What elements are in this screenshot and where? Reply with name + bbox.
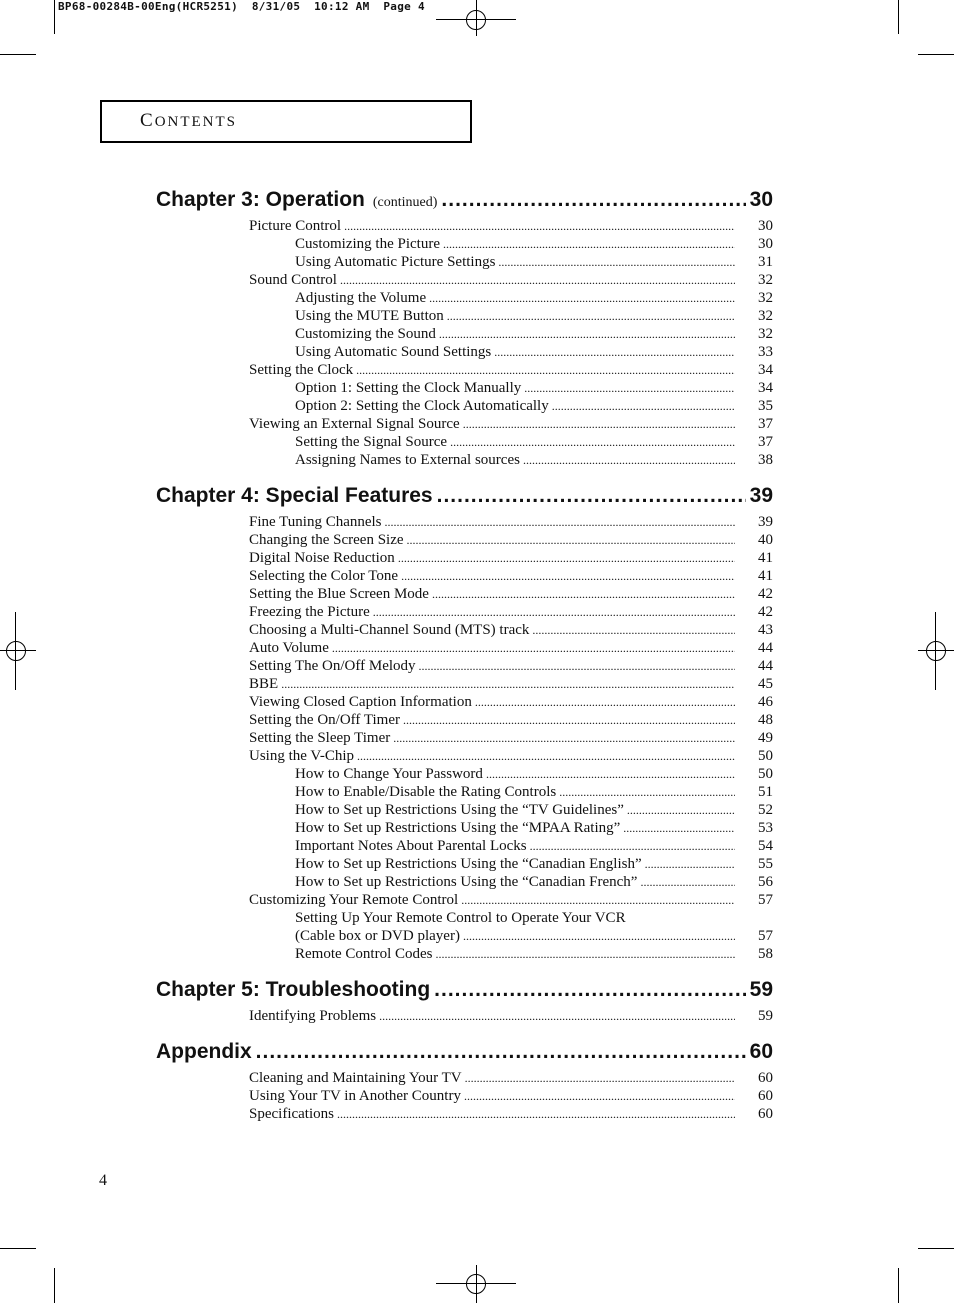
dot-leader xyxy=(437,481,746,511)
toc-entry[interactable] xyxy=(156,1105,773,1123)
toc-entry[interactable] xyxy=(156,513,773,531)
toc-entry[interactable] xyxy=(156,1087,773,1105)
toc-entry-title: Viewing an External Signal Source xyxy=(249,416,460,432)
toc-entry-title: Fine Tuning Channels xyxy=(249,514,382,530)
toc-entry-title: BBE xyxy=(249,676,279,692)
toc-entry-page-number: 34 xyxy=(758,380,773,396)
dot-leader xyxy=(447,307,735,325)
toc-entry[interactable] xyxy=(156,909,773,927)
dot-leader xyxy=(530,837,735,855)
toc-entry-title: Important Notes About Parental Locks xyxy=(295,838,527,854)
registration-line xyxy=(476,0,477,36)
toc-entry-title: How to Set up Restrictions Using the “MPAA Rating” xyxy=(295,820,621,836)
toc-entry-page-number: 37 xyxy=(758,434,773,450)
dot-leader xyxy=(281,675,735,693)
toc-entry-title: Cleaning and Maintaining Your TV xyxy=(249,1070,462,1086)
chapter-title: Chapter 5: Troubleshooting xyxy=(156,978,431,1001)
dot-leader xyxy=(523,451,735,469)
toc-entry-page-number: 31 xyxy=(758,254,773,270)
toc-entry[interactable] xyxy=(156,379,773,397)
toc-entry-title: Specifications xyxy=(249,1106,334,1122)
dot-leader xyxy=(640,873,735,891)
toc-entry[interactable] xyxy=(156,567,773,585)
toc-entry[interactable] xyxy=(156,271,773,289)
dot-leader xyxy=(429,289,735,307)
toc-entry[interactable] xyxy=(156,1069,773,1087)
toc-entry-page-number: 54 xyxy=(758,838,773,854)
crop-mark xyxy=(918,1248,954,1249)
toc-entry[interactable] xyxy=(156,235,773,253)
dot-leader xyxy=(464,1087,735,1105)
chapter-title: Appendix xyxy=(156,1040,252,1063)
toc-entry-page-number: 37 xyxy=(758,416,773,432)
toc-entry-page-number: 60 xyxy=(758,1088,773,1104)
dot-leader xyxy=(623,819,735,837)
toc-entry-page-number: 56 xyxy=(758,874,773,890)
dot-leader xyxy=(344,217,735,235)
toc-entry[interactable] xyxy=(156,891,773,909)
toc-entry-title: Setting Up Your Remote Control to Operate Your VCR xyxy=(295,910,626,926)
toc-entry[interactable] xyxy=(156,945,773,963)
registration-line xyxy=(476,1265,477,1303)
toc-entry-list xyxy=(156,217,773,469)
toc-entry[interactable] xyxy=(156,343,773,361)
toc-entry-title: Remote Control Codes xyxy=(295,946,433,962)
toc-entry-page-number: 39 xyxy=(758,514,773,530)
toc-entry-list xyxy=(156,513,773,963)
toc-entry-page-number: 32 xyxy=(758,290,773,306)
toc-entry-page-number: 32 xyxy=(758,272,773,288)
toc-entry[interactable] xyxy=(156,397,773,415)
toc-entry-title: Changing the Screen Size xyxy=(249,532,404,548)
toc-entry-title: Adjusting the Volume xyxy=(295,290,427,306)
chapter-heading[interactable] xyxy=(156,185,773,215)
toc-entry[interactable] xyxy=(156,747,773,765)
toc-entry[interactable] xyxy=(156,873,773,891)
dot-leader xyxy=(441,185,745,215)
dot-leader xyxy=(436,945,736,963)
dot-leader xyxy=(465,1069,735,1087)
dot-leader xyxy=(532,621,735,639)
chapter-heading[interactable] xyxy=(156,481,773,511)
toc-entry[interactable] xyxy=(156,433,773,451)
toc-entry-title: How to Change Your Password xyxy=(295,766,483,782)
toc-entry-title: Viewing Closed Caption Information xyxy=(249,694,472,710)
toc-entry-page-number: 32 xyxy=(758,326,773,342)
dot-leader xyxy=(256,1037,746,1067)
toc-entry[interactable] xyxy=(156,361,773,379)
dot-leader xyxy=(332,639,735,657)
dot-leader xyxy=(337,1105,735,1123)
chapter-heading[interactable] xyxy=(156,975,773,1005)
crop-mark xyxy=(898,1268,899,1303)
toc-entry[interactable] xyxy=(156,531,773,549)
toc-entry-list xyxy=(156,1069,773,1123)
toc-entry[interactable] xyxy=(156,325,773,343)
dot-leader xyxy=(373,603,735,621)
toc-entry[interactable] xyxy=(156,927,773,945)
dot-leader xyxy=(398,549,735,567)
toc-entry-page-number: 60 xyxy=(758,1106,773,1122)
toc-entry-page-number: 34 xyxy=(758,362,773,378)
dot-leader xyxy=(450,433,735,451)
dot-leader xyxy=(463,415,735,433)
toc-entry[interactable] xyxy=(156,217,773,235)
crop-mark xyxy=(918,54,954,55)
crop-mark xyxy=(0,54,36,55)
toc-entry-title: Digital Noise Reduction xyxy=(249,550,395,566)
dot-leader xyxy=(552,397,735,415)
toc-entry-title: (Cable box or DVD player) xyxy=(295,928,460,944)
toc-entry[interactable] xyxy=(156,765,773,783)
chapter-page-number: 59 xyxy=(749,978,773,1001)
toc-entry-page-number: 55 xyxy=(758,856,773,872)
toc-entry[interactable] xyxy=(156,837,773,855)
toc-entry-title: How to Enable/Disable the Rating Controls xyxy=(295,784,557,800)
page-number: 4 xyxy=(99,1172,107,1189)
toc-entry[interactable] xyxy=(156,675,773,693)
dot-leader xyxy=(627,801,735,819)
dot-leader xyxy=(559,783,735,801)
toc-entry[interactable] xyxy=(156,657,773,675)
dot-leader xyxy=(439,325,735,343)
toc-entry[interactable] xyxy=(156,451,773,469)
toc-entry-list xyxy=(156,1007,773,1025)
toc-entry-page-number: 38 xyxy=(758,452,773,468)
toc-entry[interactable] xyxy=(156,289,773,307)
toc-entry-title: Auto Volume xyxy=(249,640,329,656)
toc-entry-title: Option 1: Setting the Clock Manually xyxy=(295,380,522,396)
dot-leader xyxy=(419,657,735,675)
toc-entry-page-number: 40 xyxy=(758,532,773,548)
toc-entry-page-number: 42 xyxy=(758,586,773,602)
contents-header xyxy=(140,110,237,132)
toc-entry[interactable] xyxy=(156,603,773,621)
toc-entry[interactable] xyxy=(156,693,773,711)
dot-leader xyxy=(498,253,735,271)
toc-entry-title: Customizing the Sound xyxy=(295,326,436,342)
toc-entry-page-number: 50 xyxy=(758,766,773,782)
toc-entry[interactable] xyxy=(156,855,773,873)
toc-entry[interactable] xyxy=(156,415,773,433)
toc-entry-page-number: 57 xyxy=(758,892,773,908)
toc-entry[interactable] xyxy=(156,549,773,567)
toc-entry[interactable] xyxy=(156,1007,773,1025)
dot-leader xyxy=(401,567,735,585)
chapter-page-number: 60 xyxy=(749,1040,773,1063)
toc-entry-page-number: 41 xyxy=(758,568,773,584)
dot-leader xyxy=(432,585,735,603)
toc-entry[interactable] xyxy=(156,801,773,819)
crop-mark xyxy=(898,0,899,34)
toc-entry-page-number: 32 xyxy=(758,308,773,324)
toc-entry-title: Choosing a Multi-Channel Sound (MTS) track xyxy=(249,622,530,638)
chapter-page-number: 30 xyxy=(749,188,773,211)
chapter-continued-note: (continued) xyxy=(372,195,438,210)
dot-leader xyxy=(524,379,735,397)
registration-line xyxy=(935,612,936,690)
toc-entry-title: Freezing the Picture xyxy=(249,604,370,620)
toc-entry-title: How to Set up Restrictions Using the “Canadian French” xyxy=(295,874,638,890)
chapter-page-number: 39 xyxy=(749,484,773,507)
print-slug: BP68-00284B-00Eng(HCR5251) 8/31/05 10:12 AM Page 4 xyxy=(58,0,425,13)
toc-entry-title: Using Your TV in Another Country xyxy=(249,1088,461,1104)
contents-header-initial: C xyxy=(140,110,155,131)
toc-entry-page-number: 33 xyxy=(758,344,773,360)
toc-entry-page-number: 42 xyxy=(758,604,773,620)
dot-leader xyxy=(645,855,735,873)
toc-entry-page-number: 30 xyxy=(758,218,773,234)
dot-leader xyxy=(379,1007,735,1025)
toc-entry-title: Customizing Your Remote Control xyxy=(249,892,459,908)
toc-entry-title: Using the MUTE Button xyxy=(295,308,444,324)
toc-entry-title: How to Set up Restrictions Using the “Canadian English” xyxy=(295,856,642,872)
toc-entry-title: Setting the Signal Source xyxy=(295,434,448,450)
registration-line xyxy=(0,650,36,651)
dot-leader xyxy=(393,729,735,747)
toc-entry-page-number: 51 xyxy=(758,784,773,800)
dot-leader xyxy=(494,343,735,361)
toc-entry-page-number: 30 xyxy=(758,236,773,252)
toc-entry-page-number: 48 xyxy=(758,712,773,728)
dot-leader xyxy=(340,271,735,289)
registration-line xyxy=(918,650,954,651)
toc-entry-page-number: 44 xyxy=(758,640,773,656)
toc-entry[interactable] xyxy=(156,711,773,729)
toc-entry[interactable] xyxy=(156,585,773,603)
toc-entry-title: Assigning Names to External sources xyxy=(295,452,520,468)
toc-entry-title: Selecting the Color Tone xyxy=(249,568,399,584)
toc-entry-page-number: 60 xyxy=(758,1070,773,1086)
dot-leader xyxy=(357,747,735,765)
toc-entry[interactable] xyxy=(156,253,773,271)
toc-entry-page-number: 35 xyxy=(758,398,773,414)
toc-entry-page-number: 50 xyxy=(758,748,773,764)
registration-line xyxy=(15,612,16,690)
chapter-title: Chapter 4: Special Features xyxy=(156,484,433,507)
toc-entry[interactable] xyxy=(156,819,773,837)
crop-mark xyxy=(54,0,55,34)
toc-entry-title: Picture Control xyxy=(249,218,342,234)
toc-entry-title: How to Set up Restrictions Using the “TV Guidelines” xyxy=(295,802,624,818)
dot-leader xyxy=(461,891,735,909)
toc-entry-page-number: 43 xyxy=(758,622,773,638)
toc-entry-page-number: 59 xyxy=(758,1008,773,1024)
toc-entry[interactable] xyxy=(156,621,773,639)
toc-entry-title: Setting the Sleep Timer xyxy=(249,730,391,746)
toc-entry-page-number: 57 xyxy=(758,928,773,944)
toc-entry-page-number: 52 xyxy=(758,802,773,818)
contents-header-rest: ONTENTS xyxy=(154,114,238,130)
crop-mark xyxy=(0,1248,36,1249)
toc-entry-title: Setting The On/Off Melody xyxy=(249,658,416,674)
dot-leader xyxy=(403,711,735,729)
dot-leader xyxy=(443,235,735,253)
chapter-title: Chapter 3: Operation xyxy=(156,188,365,211)
toc-entry-title: Option 2: Setting the Clock Automatically xyxy=(295,398,549,414)
dot-leader xyxy=(385,513,735,531)
toc-entry-page-number: 49 xyxy=(758,730,773,746)
dot-leader xyxy=(356,361,735,379)
toc-entry-title: Customizing the Picture xyxy=(295,236,440,252)
toc-entry[interactable] xyxy=(156,307,773,325)
dot-leader xyxy=(486,765,735,783)
crop-mark xyxy=(54,1268,55,1303)
registration-mark-right xyxy=(926,641,946,661)
toc-entry-title: Identifying Problems xyxy=(249,1008,377,1024)
toc-entry-page-number: 53 xyxy=(758,820,773,836)
toc-entry-title: Using Automatic Sound Settings xyxy=(295,344,492,360)
toc-entry-title: Sound Control xyxy=(249,272,337,288)
toc-entry-page-number: 58 xyxy=(758,946,773,962)
registration-mark-left xyxy=(6,641,26,661)
chapter-heading[interactable] xyxy=(156,1037,773,1067)
dot-leader xyxy=(475,693,735,711)
dot-leader xyxy=(407,531,735,549)
toc-entry[interactable] xyxy=(156,729,773,747)
toc-entry-title: Setting the On/Off Timer xyxy=(249,712,400,728)
toc-entry[interactable] xyxy=(156,783,773,801)
table-of-contents xyxy=(156,185,773,1135)
toc-entry-page-number: 41 xyxy=(758,550,773,566)
dot-leader xyxy=(434,975,745,1005)
toc-entry-title: Setting the Blue Screen Mode xyxy=(249,586,429,602)
toc-entry-title: Using the V-Chip xyxy=(249,748,355,764)
toc-entry-page-number: 45 xyxy=(758,676,773,692)
dot-leader xyxy=(463,927,735,945)
toc-entry-title: Setting the Clock xyxy=(249,362,354,378)
toc-entry-page-number: 44 xyxy=(758,658,773,674)
toc-entry-title: Using Automatic Picture Settings xyxy=(295,254,496,270)
toc-entry[interactable] xyxy=(156,639,773,657)
toc-entry-page-number: 46 xyxy=(758,694,773,710)
